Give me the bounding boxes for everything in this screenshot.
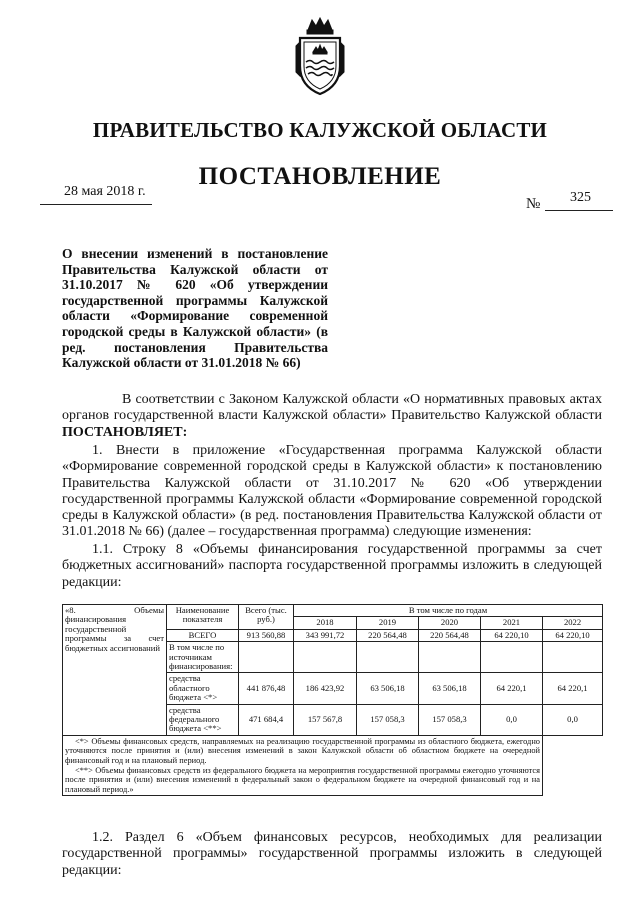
row-value: 63 506,18 — [357, 673, 419, 704]
document-date: 28 мая 2018 г. — [64, 184, 146, 199]
column-header-year: 2022 — [543, 617, 603, 629]
number-label: № — [526, 196, 541, 212]
row-value: 186 423,92 — [294, 673, 357, 704]
coat-of-arms-icon — [294, 16, 346, 96]
row-value — [294, 642, 357, 673]
table-footnotes — [63, 735, 543, 796]
item-1-2-paragraph: 1.2. Раздел 6 «Объем финансовых ресурсов, необходимых для реализации государственной программы» государственной программы изложить в следующей редакции: — [62, 830, 602, 878]
column-header-year: 2021 — [481, 617, 543, 629]
footnote-federal: <**> Объемы финансовых средств из федерального бюджета на мероприятия государственной программы ежегодно уточняются после принятия и (или) внесения изменений в федеральный закон о федеральном бюджете на очередной финансовый год и на плановый период.» — [65, 765, 540, 794]
financing-table — [62, 604, 603, 796]
row-value: 63 506,18 — [419, 673, 481, 704]
table-row-label: «8. Объемы финансирования государственной программы за счет бюджетных ассигнований — [63, 605, 167, 736]
column-header-years-group: В том числе по годам — [294, 605, 603, 617]
row-label: средства федерального бюджета <**> — [167, 704, 239, 735]
row-total: 471 684,4 — [239, 704, 294, 735]
footnote-regional: <*> Объемы финансовых средств, направляемых на реализацию государственной программы из областного бюджета, ежегодно уточняются после принятия и (или) внесения изменений в закон Калужской области об областном бюджете на очередной финансовый год и на плановый период. — [65, 736, 540, 766]
row-value: 157 567,8 — [294, 704, 357, 735]
row-value: 64 220,10 — [543, 629, 603, 641]
row-total: 913 560,88 — [239, 629, 294, 641]
row-value: 220 564,48 — [357, 629, 419, 641]
preamble-text: В соответствии с Законом Калужской области «О нормативных правовых актах органов государственной власти Калужской области» Правительство Калужской области — [62, 392, 602, 424]
row-value: 64 220,1 — [481, 673, 543, 704]
row-label: ВСЕГО — [167, 629, 239, 641]
government-title: ПРАВИТЕЛЬСТВО КАЛУЖСКОЙ ОБЛАСТИ — [92, 118, 548, 142]
document-number: 325 — [570, 190, 591, 205]
item-1-1-paragraph: 1.1. Строку 8 «Объемы финансирования государственной программы за счет бюджетных ассигнований» паспорта государственной программы изложить в следующей редакции: — [62, 542, 602, 590]
document-subject: О внесении изменений в постановление Правительства Калужской области от 31.10.2017 № 620 «Об утверждении государственной программы Калужской области «Формирование современной городской среды в Калужской области» (в ред. постановления Правительства Калужской области от 31.01.2018 № 66) — [62, 246, 328, 371]
column-header-name: Наименование показателя — [167, 605, 239, 630]
number-underline — [545, 210, 613, 211]
document-type: ПОСТАНОВЛЕНИЕ — [198, 163, 442, 190]
resolves-keyword: ПОСТАНОВЛЯЕТ: — [62, 424, 188, 440]
row-label: средства областного бюджета <*> — [167, 673, 239, 704]
row-total: 441 876,48 — [239, 673, 294, 704]
preamble-paragraph — [62, 392, 602, 441]
row-value: 0,0 — [481, 704, 543, 735]
row-value: 343 991,72 — [294, 629, 357, 641]
row-value: 157 058,3 — [419, 704, 481, 735]
date-underline — [40, 204, 152, 205]
column-header-total: Всего (тыс. руб.) — [239, 605, 294, 630]
row-value — [481, 642, 543, 673]
row-value: 220 564,48 — [419, 629, 481, 641]
row-value — [543, 642, 603, 673]
column-header-year: 2019 — [357, 617, 419, 629]
row-total — [239, 642, 294, 673]
row-value — [419, 642, 481, 673]
row-value: 64 220,1 — [543, 673, 603, 704]
row-value: 157 058,3 — [357, 704, 419, 735]
row-value: 0,0 — [543, 704, 603, 735]
item-1-paragraph: 1. Внести в приложение «Государственная программа Калужской области «Формирование современной городской среды в Калужской области» к постановлению Правительства Калужской области от 31.10.2017 № 620 «Об утверждении государственной программы Калужской области «Формирование современной городской среды в Калужской области» (в ред. постановления Правительства Калужской области от 31.01.2018 № 66) (далее – государственная программа) следующие изменения: — [62, 443, 602, 540]
column-header-year: 2020 — [419, 617, 481, 629]
row-value: 64 220,10 — [481, 629, 543, 641]
row-value — [357, 642, 419, 673]
row-label: В том числе по источникам финансирования: — [167, 642, 239, 673]
column-header-year: 2018 — [294, 617, 357, 629]
